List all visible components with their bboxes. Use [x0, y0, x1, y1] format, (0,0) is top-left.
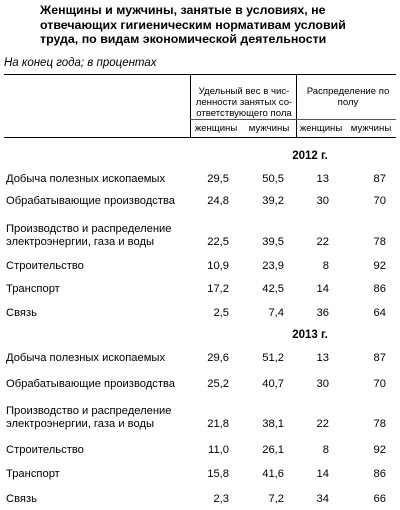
men-distribution-cell: 70: [373, 378, 386, 390]
women-share-cell: 15,8: [207, 468, 229, 480]
activity-label: Транспорт: [6, 283, 60, 295]
men-share-cell: 38,1: [262, 418, 284, 430]
women-distribution-cell: 22: [316, 418, 329, 430]
men-distribution-cell: 70: [373, 195, 386, 207]
header-women: женщины: [299, 123, 343, 134]
women-distribution-cell: 30: [316, 195, 329, 207]
document-title: Женщины и мужчины, занятые в условиях, не отвечающих гигиеническим нормативам условий труда, по видам экономической деятельности: [40, 3, 346, 46]
header-women: женщины: [194, 123, 238, 134]
men-distribution-cell: 64: [373, 307, 386, 319]
activity-label: Добыча полезных ископаемых: [6, 352, 166, 364]
women-share-cell: 24,8: [207, 195, 229, 207]
men-distribution-cell: 66: [373, 493, 386, 505]
men-share-cell: 40,7: [262, 378, 284, 390]
women-distribution-cell: 13: [316, 352, 329, 364]
activity-label: Обрабатывающие производства: [6, 378, 176, 390]
men-share-cell: 7,2: [268, 493, 284, 505]
men-share-cell: 51,2: [262, 352, 284, 364]
women-distribution-cell: 14: [316, 468, 329, 480]
activity-label: Связь: [6, 493, 37, 505]
women-share-cell: 29,5: [207, 173, 229, 185]
men-share-cell: 26,1: [262, 444, 284, 456]
men-share-cell: 39,5: [262, 236, 284, 248]
year-heading: 2012 г.: [292, 150, 328, 162]
activity-label: Обрабатывающие производства: [6, 195, 176, 207]
header-men: мужчины: [248, 123, 290, 134]
activity-label: Производство и распределение электроэнергии, газа и воды: [6, 405, 172, 430]
women-share-cell: 10,9: [207, 260, 229, 272]
women-share-cell: 2,5: [213, 307, 229, 319]
men-distribution-cell: 87: [373, 173, 386, 185]
header-distribution-group: Распределение по полу: [306, 86, 390, 108]
activity-label: Связь: [6, 307, 37, 319]
men-distribution-cell: 92: [373, 444, 386, 456]
men-share-cell: 7,4: [268, 307, 284, 319]
header-sub-rule: [190, 119, 396, 120]
women-distribution-cell: 14: [316, 283, 329, 295]
women-share-cell: 2,3: [213, 493, 229, 505]
activity-label: Транспорт: [6, 468, 60, 480]
activity-label: Производство и распределение электроэнергии, газа и воды: [6, 223, 172, 248]
women-share-cell: 22,5: [207, 236, 229, 248]
women-share-cell: 21,8: [207, 418, 229, 430]
women-share-cell: 29,6: [207, 352, 229, 364]
activity-label: Строительство: [6, 444, 84, 456]
header-bottom-rule: [4, 137, 396, 138]
women-share-cell: 25,2: [207, 378, 229, 390]
women-share-cell: 11,0: [208, 444, 229, 456]
men-distribution-cell: 78: [373, 236, 386, 248]
table-top-rule: [4, 74, 396, 75]
men-share-cell: 50,5: [262, 173, 284, 185]
men-distribution-cell: 86: [373, 468, 386, 480]
men-share-cell: 42,5: [262, 283, 284, 295]
men-share-cell: 23,9: [262, 260, 284, 272]
women-share-cell: 17,2: [207, 283, 229, 295]
women-distribution-cell: 36: [316, 307, 329, 319]
men-share-cell: 39,2: [262, 195, 284, 207]
men-distribution-cell: 92: [373, 260, 386, 272]
activity-label: Строительство: [6, 260, 84, 272]
activity-label: Добыча полезных ископаемых: [6, 173, 166, 185]
men-share-cell: 41,6: [262, 468, 284, 480]
year-heading: 2013 г.: [292, 329, 328, 341]
header-men: мужчины: [350, 123, 392, 134]
men-distribution-cell: 86: [373, 283, 386, 295]
women-distribution-cell: 34: [316, 493, 329, 505]
women-distribution-cell: 8: [322, 260, 329, 272]
women-distribution-cell: 8: [322, 444, 329, 456]
women-distribution-cell: 22: [316, 236, 329, 248]
women-distribution-cell: 13: [316, 173, 329, 185]
men-distribution-cell: 78: [373, 418, 386, 430]
units-note: На конец года; в процентах: [4, 57, 157, 69]
men-distribution-cell: 87: [373, 352, 386, 364]
women-distribution-cell: 30: [316, 378, 329, 390]
header-share-group: Удельный вес в чис-ленности занятых со-ответствующего пола: [195, 86, 293, 119]
